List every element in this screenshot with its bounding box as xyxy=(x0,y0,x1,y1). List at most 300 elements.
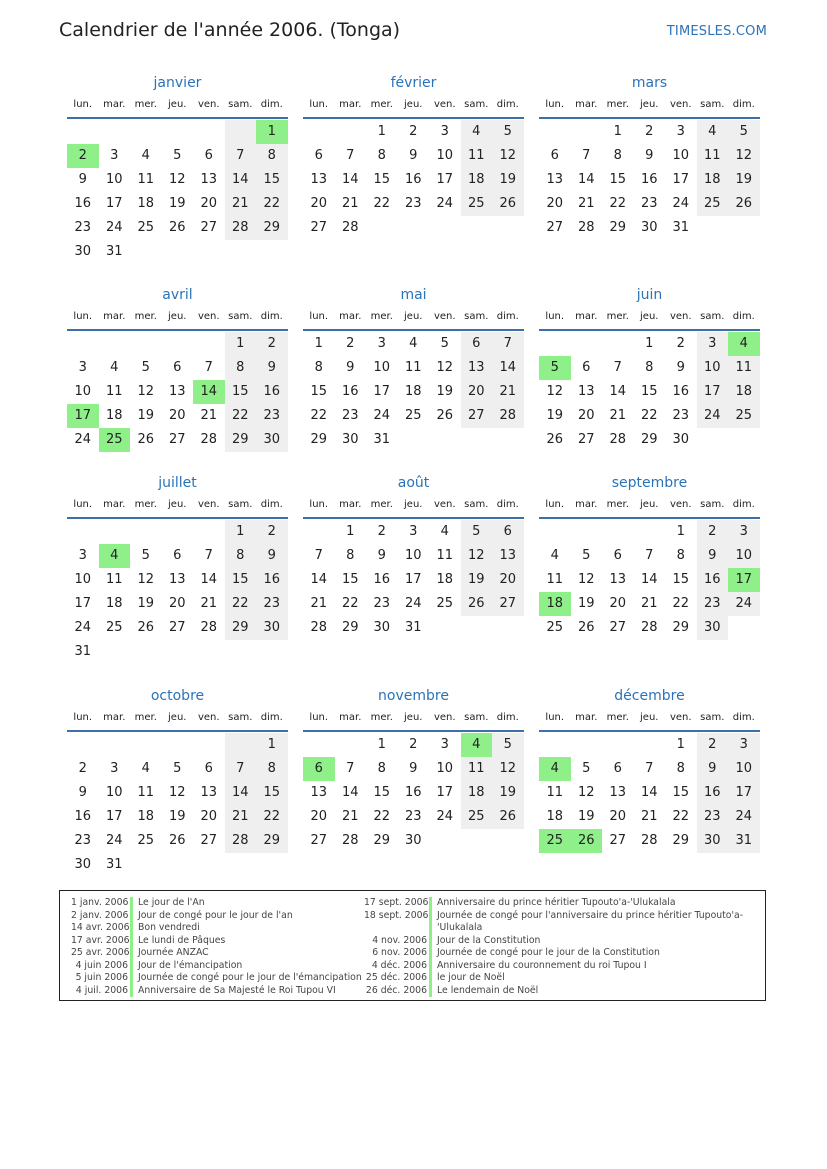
day-cell: 15 xyxy=(672,572,690,587)
day-cell: 7 xyxy=(225,144,257,168)
day-cell: 3 xyxy=(409,524,418,539)
weekday-label: ven. xyxy=(433,99,456,110)
weekday-label: dim. xyxy=(496,499,519,510)
day-cell: 17 xyxy=(105,196,123,211)
weekday-label: sam. xyxy=(700,311,725,322)
day-cell: 18 xyxy=(546,809,564,824)
day-cell: 28 xyxy=(200,620,218,635)
empty-cell xyxy=(130,120,162,144)
day-cell: 20 xyxy=(168,408,186,423)
weekday-label: lun. xyxy=(73,712,93,723)
day-cell: 16 xyxy=(697,568,729,592)
brand-link[interactable]: TIMESLES.COM xyxy=(666,24,767,39)
month-name: janvier xyxy=(153,75,202,91)
holiday-date: 4 déc. 2006 xyxy=(371,959,427,971)
empty-cell xyxy=(256,640,288,664)
day-cell: 12 xyxy=(436,360,454,375)
day-cell: 28 xyxy=(640,833,658,848)
holiday-date: 5 juin 2006 xyxy=(75,972,128,983)
holiday-name: Jour de l'émancipation xyxy=(130,960,363,973)
day-cell: 3 xyxy=(110,148,119,163)
weekday-label: dim. xyxy=(496,311,519,322)
day-cell: 27 xyxy=(461,404,493,428)
day-cell: 15 xyxy=(672,785,690,800)
weekday-label: sam. xyxy=(228,712,253,723)
day-cell: 31 xyxy=(105,244,123,259)
day-cell: 11 xyxy=(728,356,760,380)
weekday-label: lun. xyxy=(73,311,93,322)
day-cell: 21 xyxy=(492,380,524,404)
day-cell: 17 xyxy=(672,172,690,187)
day-cell: 8 xyxy=(676,548,685,563)
day-cell: 12 xyxy=(168,172,186,187)
holiday-date: 14 avr. 2006 xyxy=(71,922,130,933)
day-grid xyxy=(539,332,760,452)
day-cell: 19 xyxy=(546,408,564,423)
empty-cell xyxy=(366,216,398,240)
day-cell: 13 xyxy=(577,384,595,399)
day-cell: 21 xyxy=(310,596,328,611)
day-cell: 22 xyxy=(225,592,257,616)
day-grid xyxy=(67,520,288,664)
day-cell: 26 xyxy=(137,620,155,635)
empty-cell xyxy=(67,332,99,356)
empty-cell xyxy=(193,520,225,544)
day-cell: 13 xyxy=(168,572,186,587)
weekday-label: sam. xyxy=(464,712,489,723)
weekday-label: sam. xyxy=(464,499,489,510)
day-cell: 25 xyxy=(99,428,131,452)
day-cell: 18 xyxy=(404,384,422,399)
day-cell: 3 xyxy=(697,332,729,356)
weekday-label: lun. xyxy=(545,499,565,510)
holiday-row xyxy=(71,910,363,923)
weekday-label: lun. xyxy=(309,99,329,110)
weekday-header xyxy=(303,493,524,519)
day-cell: 31 xyxy=(728,829,760,853)
day-cell: 6 xyxy=(492,520,524,544)
day-cell: 21 xyxy=(640,809,658,824)
day-cell: 7 xyxy=(204,360,213,375)
day-cell: 30 xyxy=(672,432,690,447)
weekday-label: dim. xyxy=(496,712,519,723)
holiday-date: 25 avr. 2006 xyxy=(71,947,130,958)
empty-cell xyxy=(728,428,760,452)
month-block xyxy=(539,686,760,853)
empty-cell xyxy=(429,216,461,240)
day-cell: 1 xyxy=(613,124,622,139)
day-cell: 2 xyxy=(256,332,288,356)
day-cell: 15 xyxy=(609,172,627,187)
day-cell: 13 xyxy=(200,785,218,800)
weekday-label: lun. xyxy=(545,311,565,322)
day-cell: 5 xyxy=(582,548,591,563)
day-cell: 14 xyxy=(193,380,225,404)
day-cell: 16 xyxy=(404,172,422,187)
day-cell: 19 xyxy=(461,568,493,592)
empty-cell xyxy=(193,640,225,664)
weekday-label: ven. xyxy=(433,712,456,723)
day-cell: 1 xyxy=(346,524,355,539)
day-cell: 17 xyxy=(697,380,729,404)
empty-cell xyxy=(539,332,571,356)
weekday-label: mar. xyxy=(575,99,598,110)
day-cell: 28 xyxy=(200,432,218,447)
weekday-label: sam. xyxy=(228,99,253,110)
day-cell: 16 xyxy=(672,384,690,399)
day-cell: 29 xyxy=(672,833,690,848)
day-cell: 14 xyxy=(225,168,257,192)
day-cell: 3 xyxy=(728,520,760,544)
empty-cell xyxy=(130,520,162,544)
empty-cell xyxy=(602,332,634,356)
empty-cell xyxy=(162,332,194,356)
day-cell: 12 xyxy=(168,785,186,800)
day-cell: 8 xyxy=(256,757,288,781)
day-cell: 6 xyxy=(613,548,622,563)
day-cell: 24 xyxy=(105,220,123,235)
holiday-row xyxy=(71,960,363,973)
day-cell: 10 xyxy=(74,572,92,587)
weekday-header xyxy=(67,706,288,732)
weekday-label: mar. xyxy=(103,712,126,723)
day-cell: 5 xyxy=(582,761,591,776)
empty-cell xyxy=(130,332,162,356)
day-cell: 27 xyxy=(200,833,218,848)
day-cell: 28 xyxy=(341,833,359,848)
holiday-row xyxy=(71,972,363,985)
day-cell: 23 xyxy=(697,592,729,616)
day-cell: 23 xyxy=(74,220,92,235)
day-cell: 21 xyxy=(200,596,218,611)
day-cell: 21 xyxy=(640,596,658,611)
day-cell: 12 xyxy=(137,572,155,587)
day-grid xyxy=(539,520,760,640)
day-cell: 15 xyxy=(225,380,257,404)
holiday-row xyxy=(71,985,363,998)
holiday-list-right xyxy=(364,897,759,997)
day-cell: 17 xyxy=(105,809,123,824)
weekday-label: sam. xyxy=(464,99,489,110)
day-cell: 20 xyxy=(310,196,328,211)
day-cell: 16 xyxy=(256,568,288,592)
day-cell: 14 xyxy=(310,572,328,587)
day-cell: 19 xyxy=(436,384,454,399)
day-cell: 26 xyxy=(168,220,186,235)
day-cell: 13 xyxy=(461,356,493,380)
day-cell: 18 xyxy=(461,168,493,192)
empty-cell xyxy=(162,120,194,144)
weekday-label: ven. xyxy=(197,499,220,510)
day-cell: 28 xyxy=(577,220,595,235)
day-cell: 24 xyxy=(373,408,391,423)
holiday-row xyxy=(364,947,759,960)
day-cell: 20 xyxy=(200,809,218,824)
day-cell: 29 xyxy=(256,829,288,853)
weekday-header xyxy=(67,305,288,331)
day-cell: 21 xyxy=(577,196,595,211)
day-cell: 19 xyxy=(492,168,524,192)
weekday-label: jeu. xyxy=(640,311,659,322)
day-cell: 23 xyxy=(672,408,690,423)
day-cell: 14 xyxy=(577,172,595,187)
empty-cell xyxy=(492,616,524,640)
holiday-date: 1 janv. 2006 xyxy=(71,897,129,908)
day-cell: 24 xyxy=(74,432,92,447)
holiday-row xyxy=(364,960,759,973)
day-cell: 24 xyxy=(105,833,123,848)
day-cell: 24 xyxy=(74,620,92,635)
empty-cell xyxy=(539,520,571,544)
weekday-label: ven. xyxy=(669,99,692,110)
day-cell: 17 xyxy=(728,568,760,592)
day-cell: 29 xyxy=(341,620,359,635)
empty-cell xyxy=(193,120,225,144)
empty-cell xyxy=(461,829,493,853)
day-cell: 25 xyxy=(404,408,422,423)
day-cell: 19 xyxy=(577,809,595,824)
weekday-label: lun. xyxy=(73,499,93,510)
holiday-row xyxy=(71,947,363,960)
weekday-label: jeu. xyxy=(168,712,187,723)
day-cell: 20 xyxy=(577,408,595,423)
day-cell: 13 xyxy=(310,785,328,800)
day-cell: 11 xyxy=(546,785,564,800)
empty-cell xyxy=(429,829,461,853)
empty-cell xyxy=(67,520,99,544)
day-cell: 9 xyxy=(409,148,418,163)
day-cell: 29 xyxy=(609,220,627,235)
month-block xyxy=(67,686,288,877)
month-name: septembre xyxy=(611,475,688,491)
day-cell: 13 xyxy=(546,172,564,187)
day-cell: 11 xyxy=(105,384,123,399)
empty-cell xyxy=(492,428,524,452)
empty-cell xyxy=(429,428,461,452)
day-cell: 13 xyxy=(609,785,627,800)
holiday-name: Le lundi de Pâques xyxy=(130,935,363,948)
day-cell: 10 xyxy=(74,384,92,399)
weekday-header xyxy=(303,706,524,732)
day-cell: 1 xyxy=(676,737,685,752)
day-cell: 17 xyxy=(404,572,422,587)
holiday-row xyxy=(364,910,759,935)
day-cell: 26 xyxy=(546,432,564,447)
day-cell: 22 xyxy=(341,596,359,611)
weekday-label: mer. xyxy=(134,311,157,322)
day-cell: 16 xyxy=(373,572,391,587)
day-cell: 17 xyxy=(728,781,760,805)
day-cell: 4 xyxy=(461,733,493,757)
day-grid xyxy=(539,733,760,853)
holiday-row xyxy=(364,897,759,910)
day-cell: 29 xyxy=(310,432,328,447)
weekday-label: jeu. xyxy=(640,99,659,110)
day-cell: 6 xyxy=(461,332,493,356)
day-cell: 20 xyxy=(310,809,328,824)
empty-cell xyxy=(303,120,335,144)
day-cell: 9 xyxy=(256,544,288,568)
weekday-label: dim. xyxy=(260,712,283,723)
day-cell: 7 xyxy=(645,548,654,563)
day-cell: 8 xyxy=(314,360,323,375)
day-cell: 24 xyxy=(728,805,760,829)
day-cell: 23 xyxy=(373,596,391,611)
day-cell: 6 xyxy=(173,360,182,375)
day-cell: 9 xyxy=(697,544,729,568)
holiday-row xyxy=(364,985,759,998)
month-block xyxy=(539,285,760,452)
day-cell: 6 xyxy=(550,148,559,163)
day-cell: 22 xyxy=(225,404,257,428)
holiday-name: Bon vendredi xyxy=(130,922,363,935)
empty-cell xyxy=(162,640,194,664)
day-cell: 17 xyxy=(436,172,454,187)
month-block xyxy=(67,473,288,664)
day-cell: 9 xyxy=(409,761,418,776)
weekday-header xyxy=(67,493,288,519)
weekday-label: jeu. xyxy=(640,499,659,510)
weekday-label: mar. xyxy=(575,311,598,322)
weekday-label: ven. xyxy=(197,712,220,723)
weekday-label: lun. xyxy=(309,311,329,322)
empty-cell xyxy=(571,733,603,757)
month-block xyxy=(67,285,288,452)
day-cell: 12 xyxy=(461,544,493,568)
empty-cell xyxy=(602,520,634,544)
weekday-label: mar. xyxy=(575,712,598,723)
weekday-label: mer. xyxy=(134,499,157,510)
holiday-date: 17 sept. 2006 xyxy=(364,897,429,908)
empty-cell xyxy=(634,733,666,757)
weekday-label: mer. xyxy=(134,712,157,723)
holiday-name: Jour de la Constitution xyxy=(429,935,759,948)
day-cell: 10 xyxy=(728,544,760,568)
weekday-label: mar. xyxy=(339,99,362,110)
day-cell: 9 xyxy=(256,356,288,380)
day-cell: 26 xyxy=(168,833,186,848)
day-grid xyxy=(67,332,288,452)
day-cell: 1 xyxy=(676,524,685,539)
day-cell: 27 xyxy=(310,833,328,848)
day-cell: 21 xyxy=(225,192,257,216)
day-cell: 22 xyxy=(640,408,658,423)
weekday-label: jeu. xyxy=(168,311,187,322)
weekday-label: ven. xyxy=(197,99,220,110)
weekday-label: ven. xyxy=(669,499,692,510)
empty-cell xyxy=(162,240,194,264)
day-cell: 21 xyxy=(200,408,218,423)
day-cell: 10 xyxy=(436,761,454,776)
day-cell: 11 xyxy=(105,572,123,587)
day-cell: 10 xyxy=(105,172,123,187)
day-cell: 24 xyxy=(672,196,690,211)
empty-cell xyxy=(193,332,225,356)
holiday-date: 26 déc. 2006 xyxy=(365,984,427,996)
day-cell: 29 xyxy=(256,216,288,240)
month-block xyxy=(303,73,524,240)
day-cell: 16 xyxy=(341,384,359,399)
day-cell: 21 xyxy=(609,408,627,423)
day-cell: 26 xyxy=(492,192,524,216)
day-cell: 14 xyxy=(200,572,218,587)
weekday-header xyxy=(539,493,760,519)
weekday-label: mer. xyxy=(370,99,393,110)
empty-cell xyxy=(429,616,461,640)
day-cell: 9 xyxy=(78,172,87,187)
day-cell: 19 xyxy=(492,781,524,805)
weekday-label: mar. xyxy=(339,499,362,510)
day-cell: 19 xyxy=(168,809,186,824)
day-cell: 10 xyxy=(373,360,391,375)
day-cell: 7 xyxy=(492,332,524,356)
empty-cell xyxy=(130,640,162,664)
empty-cell xyxy=(162,853,194,877)
holiday-row xyxy=(364,935,759,948)
day-cell: 6 xyxy=(204,761,213,776)
day-cell: 18 xyxy=(137,809,155,824)
day-cell: 4 xyxy=(550,548,559,563)
day-cell: 25 xyxy=(728,404,760,428)
day-cell: 26 xyxy=(436,408,454,423)
day-cell: 30 xyxy=(697,616,729,640)
empty-cell xyxy=(728,616,760,640)
day-cell: 2 xyxy=(409,124,418,139)
day-cell: 16 xyxy=(74,196,92,211)
day-cell: 13 xyxy=(492,544,524,568)
empty-cell xyxy=(162,733,194,757)
day-cell: 27 xyxy=(609,833,627,848)
day-cell: 3 xyxy=(78,360,87,375)
day-cell: 30 xyxy=(640,220,658,235)
weekday-label: ven. xyxy=(433,311,456,322)
day-cell: 8 xyxy=(645,360,654,375)
holiday-name: Le jour de l'An xyxy=(130,897,363,910)
weekday-header xyxy=(539,93,760,119)
weekday-header xyxy=(539,706,760,732)
month-block xyxy=(539,473,760,640)
day-cell: 25 xyxy=(546,620,564,635)
day-cell: 12 xyxy=(577,572,595,587)
day-cell: 30 xyxy=(256,616,288,640)
weekday-label: ven. xyxy=(669,311,692,322)
day-cell: 7 xyxy=(346,148,355,163)
day-cell: 15 xyxy=(341,572,359,587)
day-cell: 15 xyxy=(640,384,658,399)
weekday-label: mar. xyxy=(575,499,598,510)
month-name: août xyxy=(397,475,430,491)
empty-cell xyxy=(225,733,257,757)
day-cell: 2 xyxy=(409,737,418,752)
weekday-label: mer. xyxy=(606,99,629,110)
empty-cell xyxy=(193,853,225,877)
empty-cell xyxy=(571,120,603,144)
day-cell: 5 xyxy=(461,520,493,544)
day-cell: 12 xyxy=(577,785,595,800)
day-cell: 27 xyxy=(577,432,595,447)
day-cell: 29 xyxy=(672,620,690,635)
day-cell: 1 xyxy=(645,336,654,351)
day-cell: 8 xyxy=(377,761,386,776)
day-cell: 11 xyxy=(436,548,454,563)
holiday-row xyxy=(364,972,759,985)
day-cell: 30 xyxy=(697,829,729,853)
day-cell: 11 xyxy=(461,757,493,781)
day-cell: 26 xyxy=(577,620,595,635)
weekday-label: mer. xyxy=(370,311,393,322)
weekday-label: dim. xyxy=(732,712,755,723)
day-cell: 30 xyxy=(74,244,92,259)
